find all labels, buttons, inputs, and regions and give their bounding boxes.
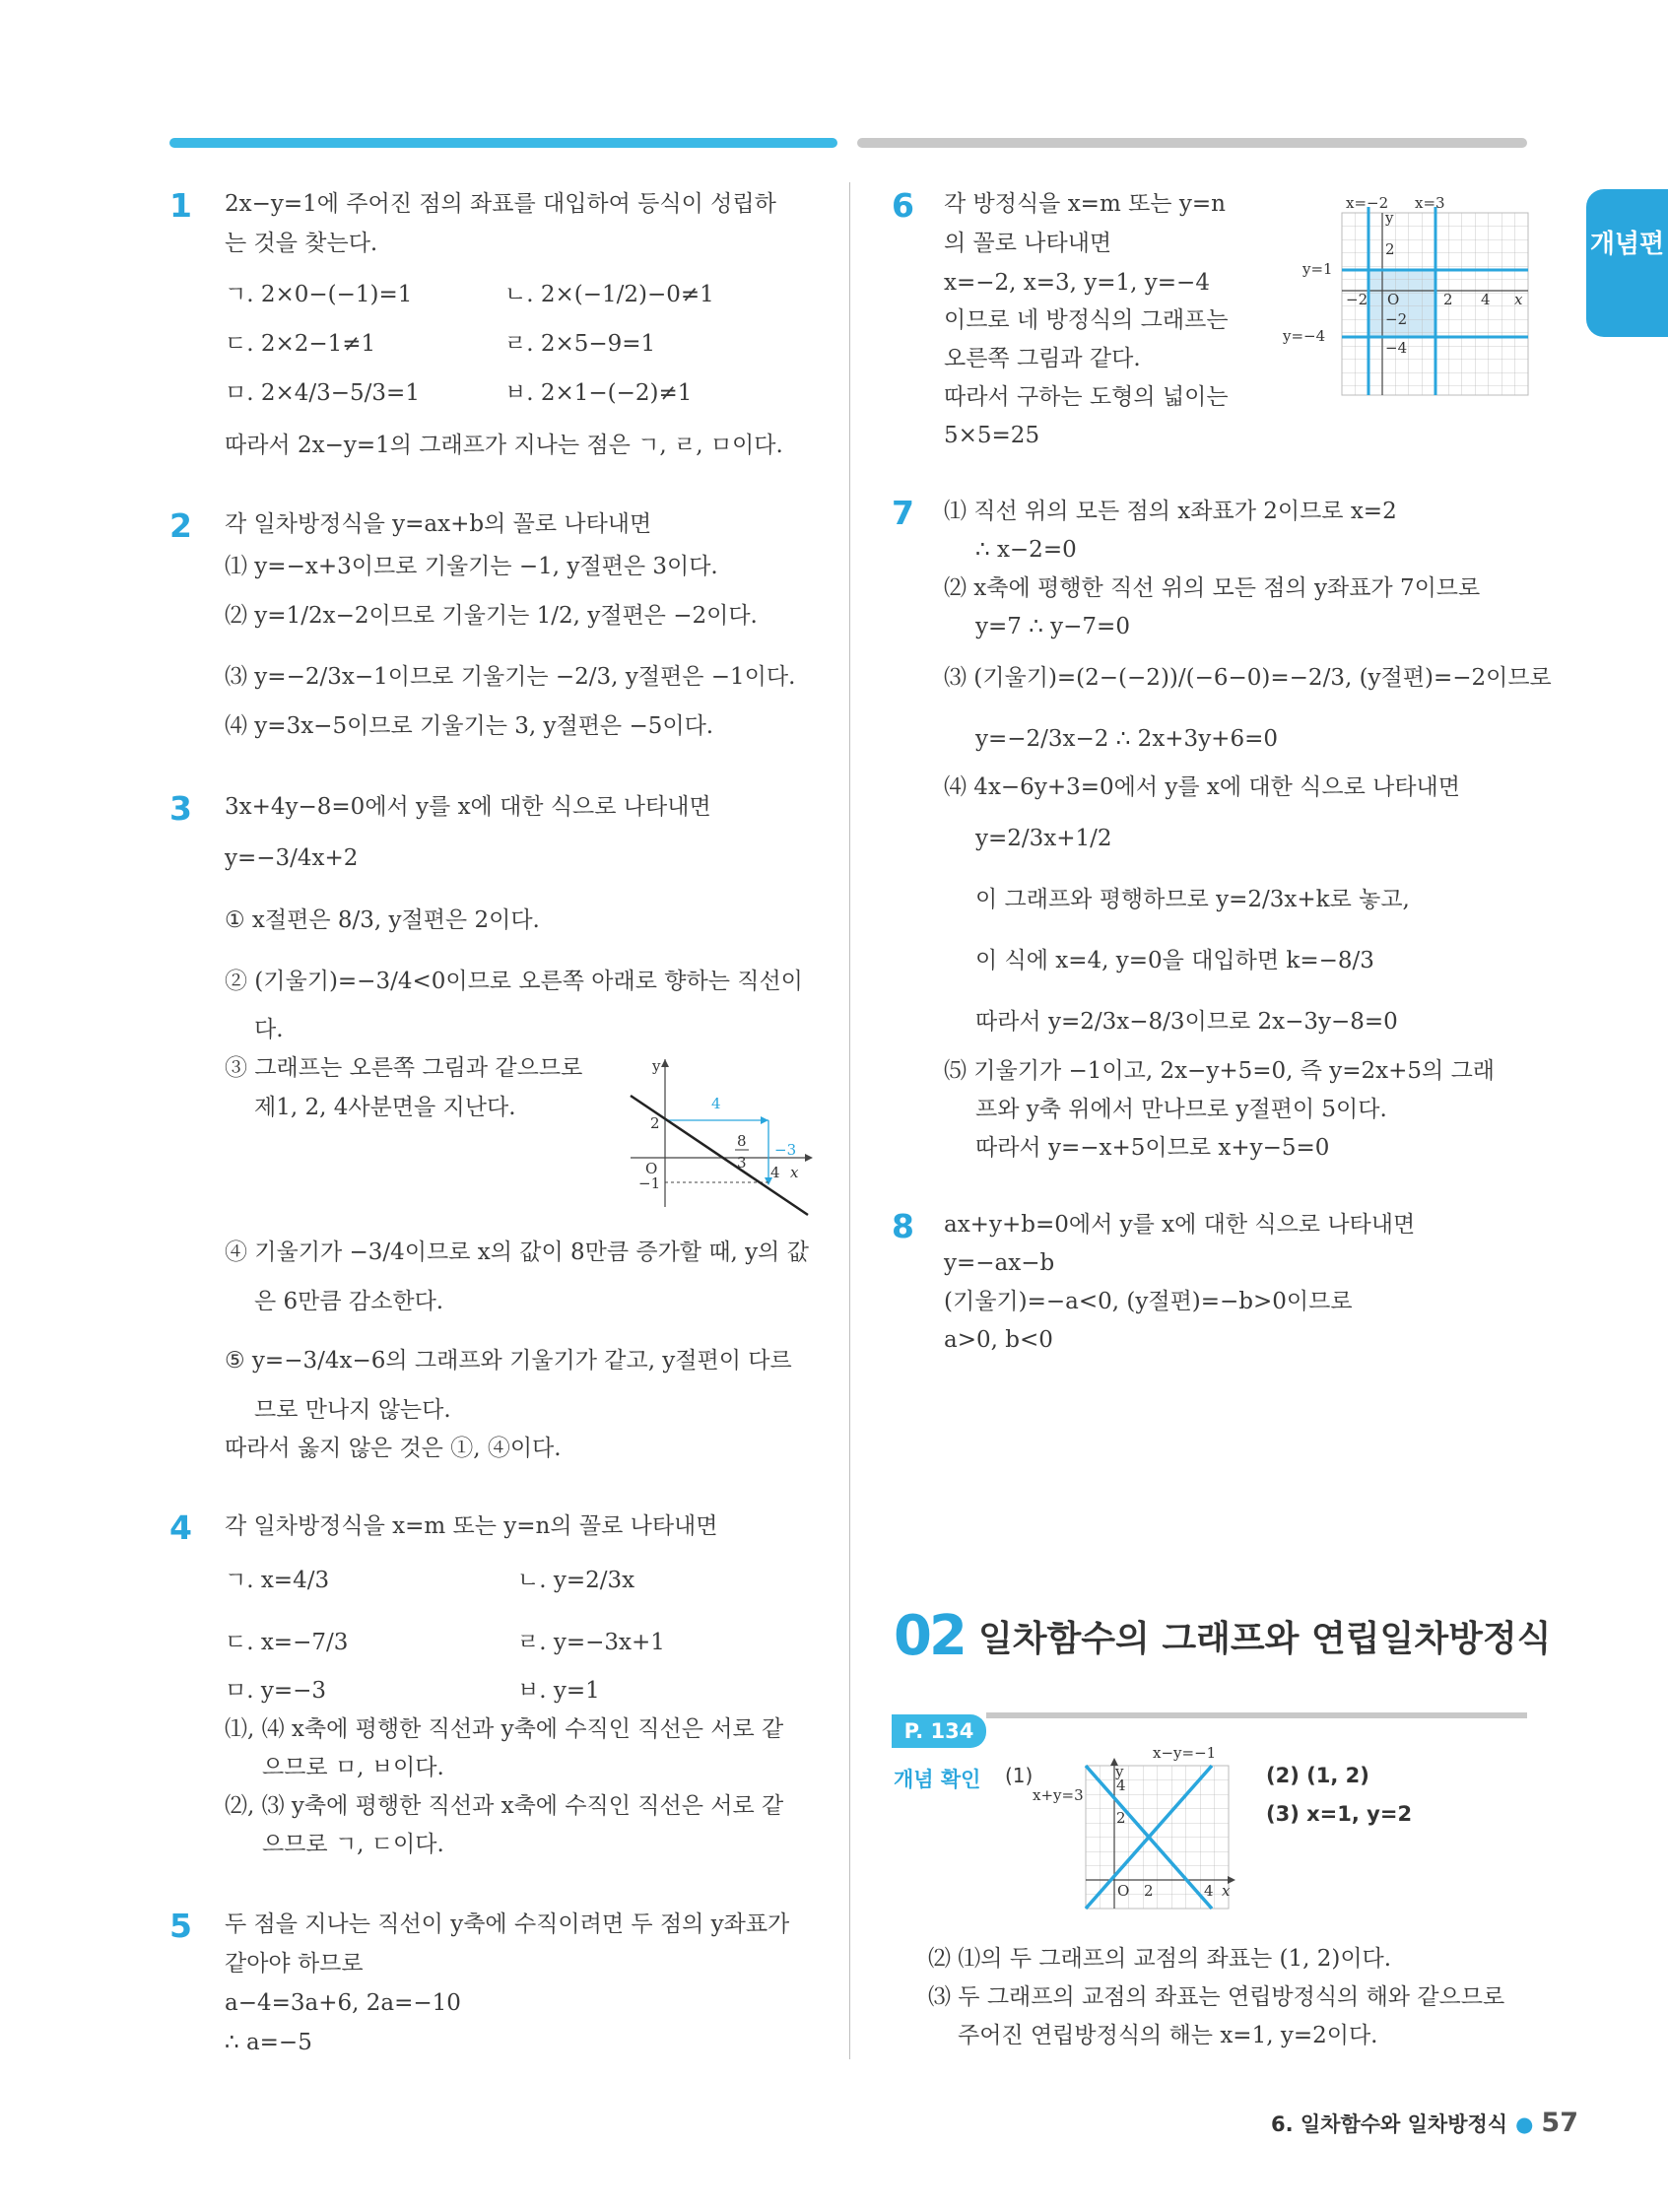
text-line: ⑤ y=−3/4x−6의 그래프와 기울기가 같고, y절편이 다르 — [225, 1348, 792, 1374]
page-reference-badge: P. 134 — [892, 1714, 986, 1748]
text-line: 이 그래프와 평행하므로 y=2/3x+k로 놓고, — [975, 887, 1410, 912]
text-line: ② (기울기)=−3/4<0이므로 오른쪽 아래로 향하는 직선이 — [225, 969, 803, 994]
text-line: 주어진 연립방정식의 해는 x=1, y=2이다. — [958, 2023, 1378, 2048]
concept-item-3: (3) x=1, y=2 — [1266, 1802, 1413, 1826]
page-number: 57 — [1541, 2108, 1578, 2138]
text-line: 5×5=25 — [944, 423, 1040, 448]
text-line: ⑵ x축에 평행한 직선 위의 모든 점의 y좌표가 7이므로 — [944, 575, 1481, 601]
text-line: (기울기)=−a<0, (y절편)=−b>0이므로 — [944, 1289, 1353, 1314]
text-line: ⑴ 직선 위의 모든 점의 x좌표가 2이므로 x=2 — [944, 499, 1397, 524]
text-line: ∴ a=−5 — [225, 2030, 312, 2055]
text-line: ㄱ. 2×0−(−1)=1 — [225, 282, 413, 307]
problem-number: 2 — [169, 506, 192, 545]
text-line: 두 점을 지나는 직선이 y축에 수직이려면 두 점의 y좌표가 — [225, 1911, 790, 1937]
text-line: 이므로 네 방정식의 그래프는 — [944, 307, 1229, 333]
problem-number: 8 — [892, 1207, 914, 1245]
problem-number: 5 — [169, 1907, 192, 1945]
label: 4 — [770, 1164, 780, 1181]
text-line: ㅁ. y=−3 — [225, 1678, 327, 1704]
text-line: ㄹ. 2×5−9=1 — [504, 331, 656, 357]
problem-number: 4 — [169, 1508, 192, 1547]
text-line: 으므로 ㅁ, ㅂ이다. — [262, 1755, 444, 1780]
label: −3 — [774, 1141, 797, 1159]
text-line: ① x절편은 8/3, y절편은 2이다. — [225, 907, 540, 933]
text-line: ⑶ y=−2/3x−1이므로 기울기는 −2/3, y절편은 −1이다. — [225, 664, 796, 690]
label: y — [652, 1057, 661, 1075]
label: −2 — [1385, 310, 1408, 328]
text-line: ⑵ ⑴의 두 그래프의 교점의 좌표는 (1, 2)이다. — [928, 1946, 1392, 1972]
label: 2 — [1443, 291, 1453, 308]
text-line: 오른쪽 그림과 같다. — [944, 346, 1141, 371]
text-line: ⑵ y=1/2x−2이므로 기울기는 1/2, y절편은 −2이다. — [225, 603, 758, 629]
text-line: 이 식에 x=4, y=0을 대입하면 k=−8/3 — [975, 948, 1374, 973]
label: 4 — [711, 1095, 721, 1112]
text-line: ㄴ. y=2/3x — [517, 1568, 635, 1593]
text-line: 각 일차방정식을 x=m 또는 y=n의 꼴로 나타내면 — [225, 1513, 718, 1539]
text-line: 3x+4y−8=0에서 y를 x에 대한 식으로 나타내면 — [225, 794, 711, 820]
problem-number: 7 — [892, 494, 914, 532]
label: x=3 — [1415, 194, 1445, 212]
x-axis-arrow — [805, 1154, 813, 1162]
graph-problem-3 — [631, 1059, 818, 1217]
text-line: ⑴ y=−x+3이므로 기울기는 −1, y절편은 3이다. — [225, 554, 718, 579]
label: O — [1117, 1882, 1130, 1900]
text-line: x=−2, x=3, y=1, y=−4 — [944, 270, 1210, 296]
text-line: ax+y+b=0에서 y를 x에 대한 식으로 나타내면 — [944, 1212, 1416, 1238]
text-line: ③ 그래프는 오른쪽 그림과 같으므로 — [225, 1055, 583, 1081]
text-line: 각 방정식을 x=m 또는 y=n — [944, 191, 1226, 217]
label: 2 — [650, 1114, 660, 1132]
label: 2 — [1385, 240, 1395, 258]
label: y — [1385, 209, 1394, 227]
text-line: a−4=3a+6, 2a=−10 — [225, 1990, 461, 2016]
text-line: ㅂ. y=1 — [517, 1678, 600, 1704]
label: 3 — [737, 1154, 747, 1172]
text-line: ㅂ. 2×1−(−2)≠1 — [504, 380, 693, 406]
text-line: a>0, b<0 — [944, 1327, 1053, 1353]
text-line: y=−2/3x−2 ∴ 2x+3y+6=0 — [975, 726, 1278, 752]
section-heading: 일차함수의 그래프와 연립일차방정식 — [977, 1619, 1552, 1659]
section-number: 02 — [894, 1604, 965, 1668]
text-line: ⑷ 4x−6y+3=0에서 y를 x에 대한 식으로 나타내면 — [944, 774, 1460, 800]
label: 4 — [1116, 1776, 1126, 1794]
page-footer — [1271, 2108, 1578, 2138]
section-title — [894, 1604, 1551, 1668]
label: x — [790, 1164, 799, 1181]
label: −4 — [1385, 339, 1408, 357]
text-line: ⑸ 기울기가 −1이고, 2x−y+5=0, 즉 y=2x+5의 그래 — [944, 1058, 1496, 1084]
label: O — [1387, 291, 1400, 308]
label: O — [645, 1160, 658, 1177]
text-line: 따라서 옳지 않은 것은 ①, ④이다. — [225, 1436, 562, 1461]
concept-item-2: (2) (1, 2) — [1266, 1764, 1369, 1787]
text-line: 제1, 2, 4사분면을 지난다. — [254, 1095, 516, 1120]
text-line: y=−3/4x+2 — [225, 845, 359, 871]
text-line: 은 6만큼 감소한다. — [254, 1289, 444, 1314]
bullet-icon: ● — [1515, 2112, 1534, 2136]
text-line: 의 꼴로 나타내면 — [944, 231, 1112, 256]
column-divider — [849, 182, 850, 2059]
text-line: 프와 y축 위에서 만나므로 y절편이 5이다. — [975, 1097, 1387, 1122]
text-line: ⑴, ⑷ x축에 평행한 직선과 y축에 수직인 직선은 서로 같 — [225, 1716, 784, 1742]
graph-problem-6 — [1281, 195, 1535, 402]
text-line: 따라서 y=2/3x−8/3이므로 2x−3y−8=0 — [975, 1009, 1398, 1035]
label: y — [1115, 1763, 1124, 1780]
text-line: ⑵, ⑶ y축에 평행한 직선과 x축에 수직인 직선은 서로 같 — [225, 1793, 784, 1819]
graph-concept-check — [1025, 1744, 1241, 1921]
text-line: y=−ax−b — [944, 1250, 1055, 1276]
text-line: ∴ x−2=0 — [975, 537, 1077, 563]
text-line: ㄱ. x=4/3 — [225, 1568, 330, 1593]
label: 2 — [1116, 1809, 1126, 1827]
label: x−y=−1 — [1153, 1744, 1217, 1762]
problem-number: 6 — [892, 186, 914, 225]
text-line: 같아야 하므로 — [225, 1951, 364, 1977]
page-reference-bar — [986, 1712, 1527, 1718]
label: 8 — [737, 1132, 747, 1150]
label: x — [1514, 291, 1523, 308]
text-line: 2x−y=1에 주어진 점의 좌표를 대입하여 등식이 성립하 — [225, 191, 776, 217]
text-line: 따라서 2x−y=1의 그래프가 지나는 점은 ㄱ, ㄹ, ㅁ이다. — [225, 433, 783, 458]
text-line: 므로 만나지 않는다. — [254, 1397, 451, 1423]
label: 4 — [1481, 291, 1491, 308]
label: y=−4 — [1283, 327, 1326, 345]
text-line: y=7 ∴ y−7=0 — [975, 614, 1130, 639]
text-line: 따라서 y=−x+5이므로 x+y−5=0 — [975, 1135, 1330, 1161]
label: y=1 — [1302, 260, 1333, 278]
text-line: ㅁ. 2×4/3−5/3=1 — [225, 380, 420, 406]
label: 2 — [1144, 1882, 1154, 1900]
label: 4 — [1204, 1882, 1214, 1900]
text-line: y=2/3x+1/2 — [975, 826, 1112, 851]
label: −1 — [638, 1174, 661, 1192]
text-line: 는 것을 찾는다. — [225, 231, 378, 256]
label: x — [1222, 1882, 1231, 1900]
label: x+y=3 — [1033, 1786, 1084, 1804]
text-line: ㄴ. 2×(−1/2)−0≠1 — [504, 282, 714, 307]
top-bar-right — [857, 138, 1527, 148]
text-line: ⑶ 두 그래프의 교점의 좌표는 연립방정식의 해와 같으므로 — [928, 1984, 1505, 2010]
text-line: ㄹ. y=−3x+1 — [517, 1630, 665, 1655]
footer-chapter: 6. 일차함수와 일차방정식 — [1271, 2112, 1508, 2136]
text-line: 으므로 ㄱ, ㄷ이다. — [262, 1832, 444, 1857]
text-line: ㄷ. 2×2−1≠1 — [225, 331, 376, 357]
text-line: ⑷ y=3x−5이므로 기울기는 3, y절편은 −5이다. — [225, 713, 714, 739]
problem-number: 1 — [169, 186, 192, 225]
concept-check-label: 개념 확인 — [894, 1768, 981, 1791]
label: −2 — [1346, 291, 1368, 308]
problem-number: 3 — [169, 789, 192, 828]
top-bar-left — [169, 138, 837, 148]
concept-item-1: (1) — [1005, 1764, 1034, 1787]
text-line: ④ 기울기가 −3/4이므로 x의 값이 8만큼 증가할 때, y의 값 — [225, 1240, 809, 1265]
side-tab: 개념편 — [1586, 189, 1668, 337]
text-line: 따라서 구하는 도형의 넓이는 — [944, 384, 1229, 410]
text-line: ㄷ. x=−7/3 — [225, 1630, 349, 1655]
text-line: 다. — [254, 1017, 284, 1042]
text-line: ⑶ (기울기)=(2−(−2))/(−6−0)=−2/3, (y절편)=−2이므로 — [944, 665, 1552, 691]
text-line: 각 일차방정식을 y=ax+b의 꼴로 나타내면 — [225, 511, 652, 537]
label: x=−2 — [1346, 194, 1389, 212]
y-axis-arrow — [661, 1059, 669, 1067]
